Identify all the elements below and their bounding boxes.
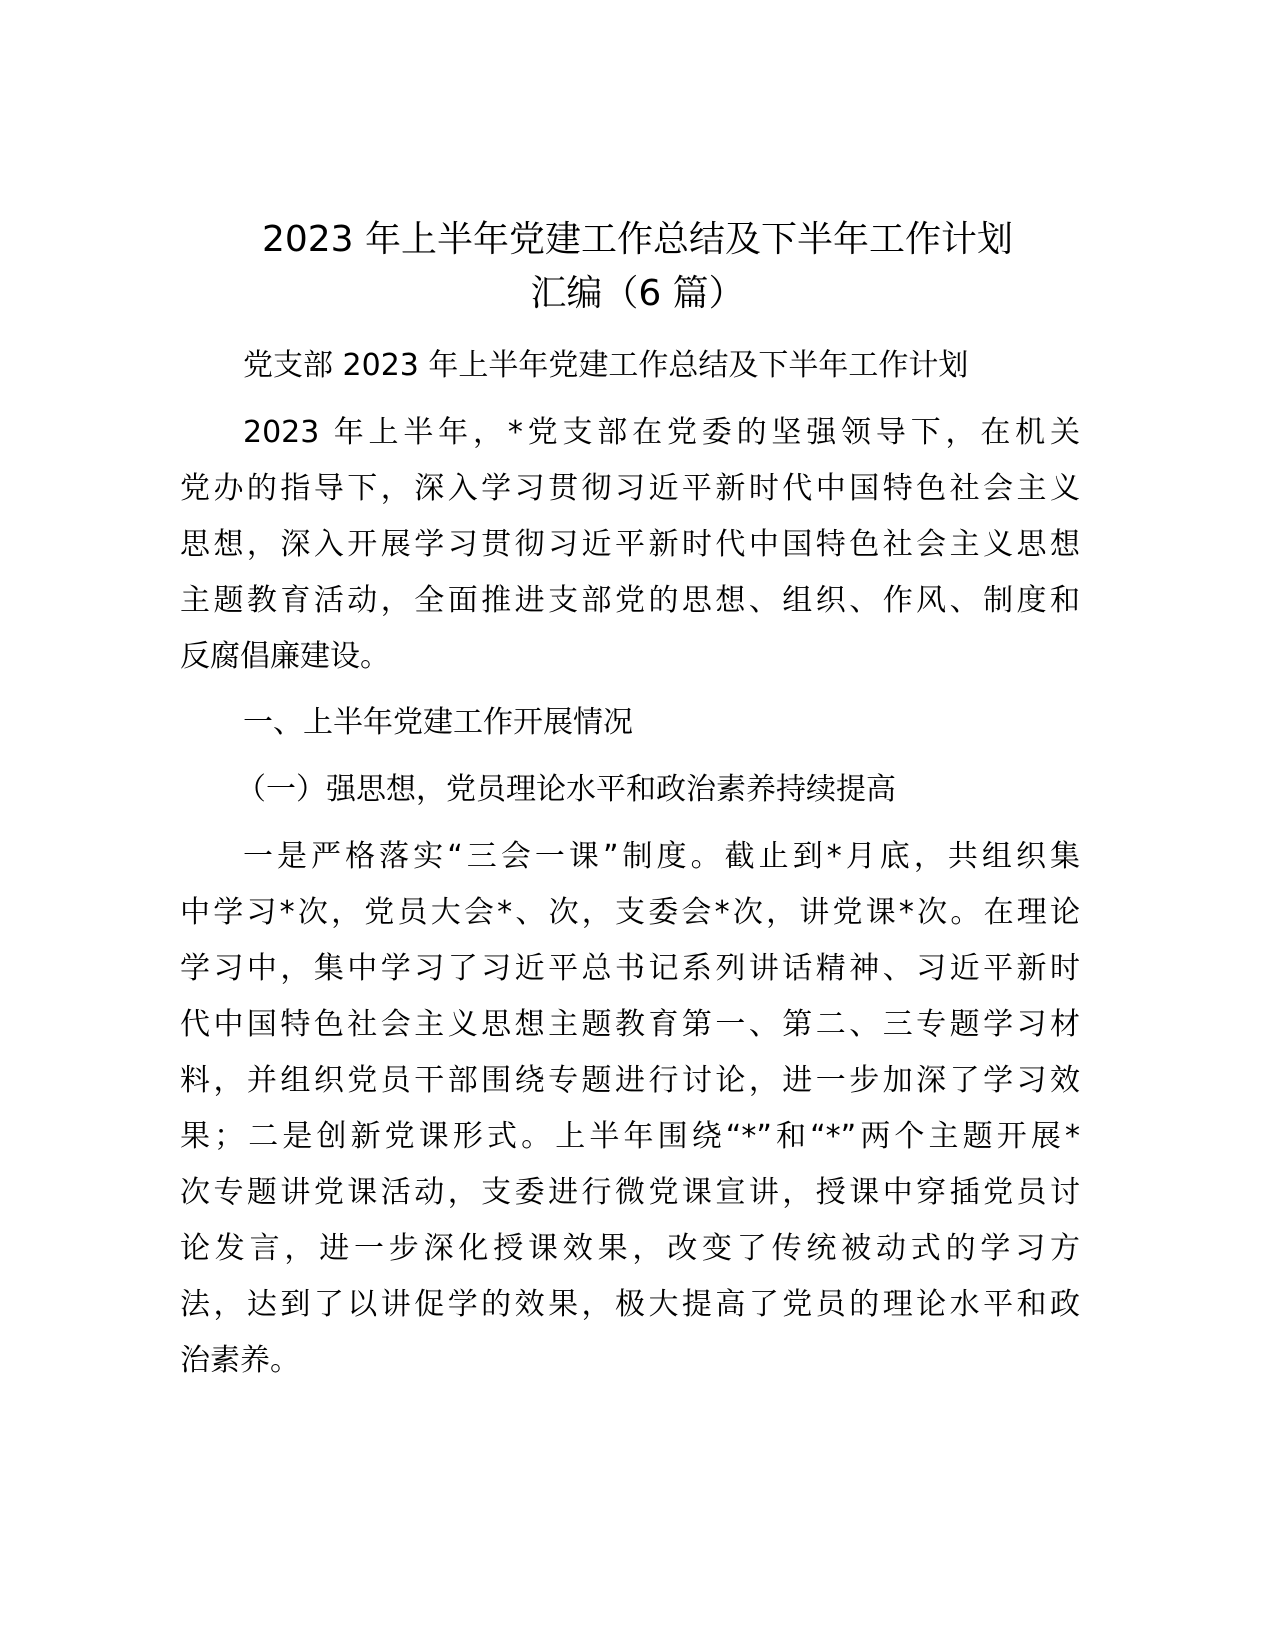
body-paragraph-line: 一是严格落实“三会一课”制度。截止到*月底，共组织集 <box>243 839 1080 874</box>
intro-paragraph-line: 反腐倡廉建设。 <box>180 639 390 674</box>
intro-paragraph-line: 思想，深入开展学习贯彻习近平新时代中国特色社会主义思想 <box>180 527 1080 562</box>
article-subtitle: 党支部 2023 年上半年党建工作总结及下半年工作计划 <box>243 348 969 383</box>
document-title-line-2: 汇编（6 篇） <box>530 273 745 314</box>
subsection-heading: （一）强思想，党员理论水平和政治素养持续提高 <box>236 772 896 807</box>
body-paragraph-line: 中学习*次，党员大会*、次，支委会*次，讲党课*次。在理论 <box>180 895 1080 930</box>
intro-paragraph-line: 党办的指导下，深入学习贯彻习近平新时代中国特色社会主义 <box>180 471 1080 506</box>
body-paragraph-line: 果；二是创新党课形式。上半年围绕“*”和“*”两个主题开展* <box>180 1119 1080 1154</box>
body-paragraph-line: 次专题讲党课活动，支委进行微党课宣讲，授课中穿插党员讨 <box>180 1175 1080 1210</box>
body-paragraph-line: 治素养。 <box>180 1343 300 1378</box>
body-paragraph-line: 代中国特色社会主义思想主题教育第一、第二、三专题学习材 <box>180 1007 1080 1042</box>
body-paragraph-line: 论发言，进一步深化授课效果，改变了传统被动式的学习方 <box>180 1231 1080 1266</box>
intro-paragraph-line: 2023 年上半年，*党支部在党委的坚强领导下，在机关 <box>243 415 1080 450</box>
intro-paragraph-line: 主题教育活动，全面推进支部党的思想、组织、作风、制度和 <box>180 583 1080 618</box>
document-title-line-1: 2023 年上半年党建工作总结及下半年工作计划 <box>261 219 1014 260</box>
section-heading: 一、上半年党建工作开展情况 <box>243 705 633 740</box>
body-paragraph-line: 学习中，集中学习了习近平总书记系列讲话精神、习近平新时 <box>180 951 1080 986</box>
body-paragraph-line: 法，达到了以讲促学的效果，极大提高了党员的理论水平和政 <box>180 1287 1080 1322</box>
body-paragraph-line: 料，并组织党员干部围绕专题进行讨论，进一步加深了学习效 <box>180 1063 1080 1098</box>
